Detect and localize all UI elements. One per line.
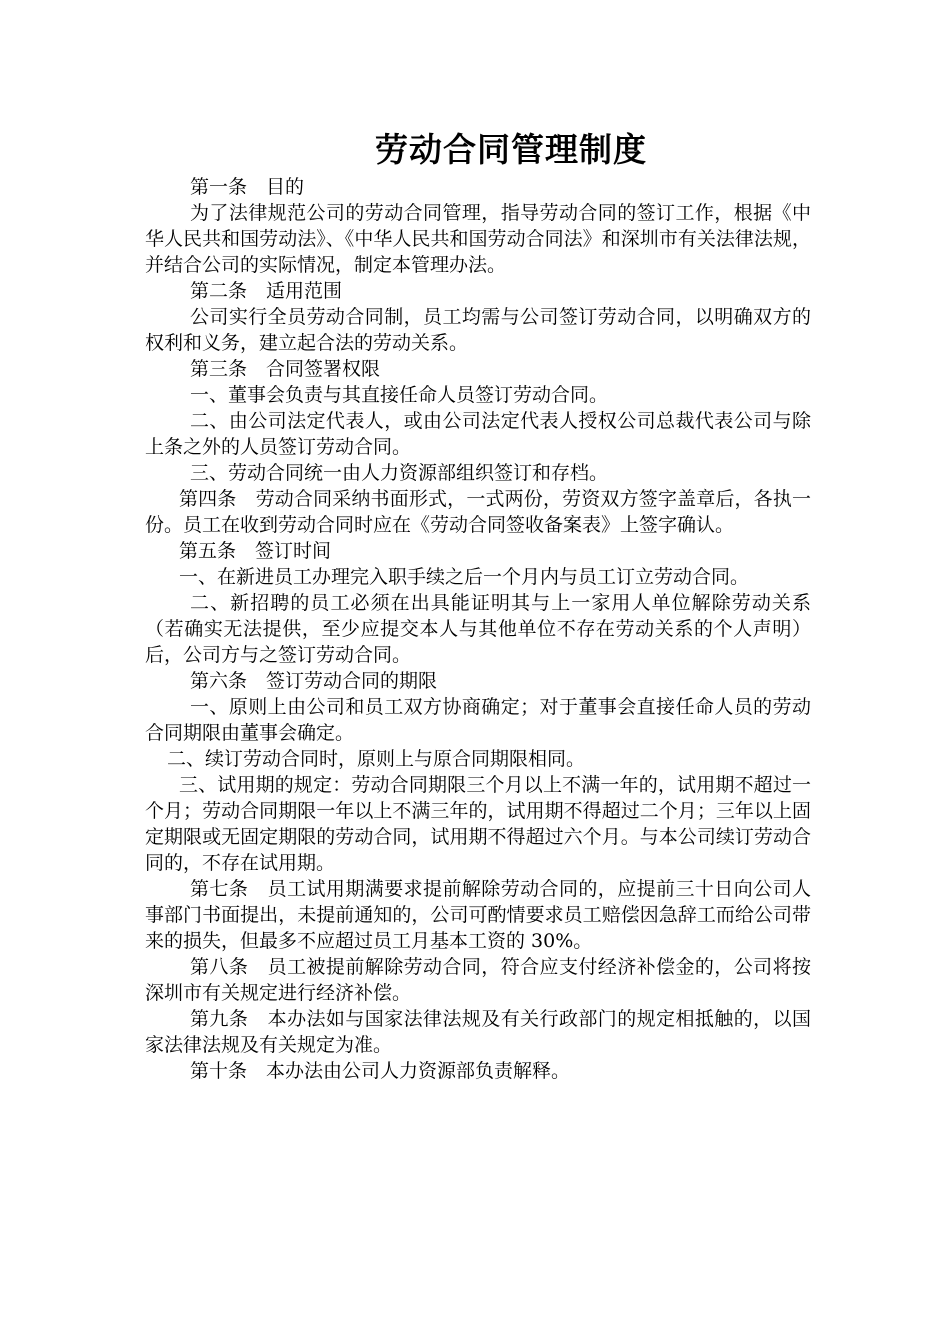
article-4-text: 第四条 劳动合同采纳书面形式，一式两份，劳资双方签字盖章后，各执一份。员工在收到劳动合同时应在《劳动合同签收备案表》上签字确认。 [145, 488, 811, 536]
article-7-text: 第七条 员工试用期满要求提前解除劳动合同的，应提前三十日向公司人事部门书面提出，未提前通知的，公司可酌情要求员工赔偿因急辞工而给公司带来的损失，但最多不应超过员工月基本工资的 30%。 [145, 878, 811, 952]
article-6-item-3: 三、试用期的规定：劳动合同期限三个月以上不满一年的，试用期不超过一个月；劳动合同期限一年以上不满三年的，试用期不得超过二个月；三年以上固定期限或无固定期限的劳动合同，试用期不得超过六个月。与本公司续订劳动合同的，不存在试用期。 [145, 774, 811, 874]
document-title: 劳动合同管理制度 [375, 130, 647, 169]
article-3-item-3: 三、劳动合同统一由人力资源部组织签订和存档。 [190, 462, 609, 484]
article-2-heading: 第二条 适用范围 [190, 280, 343, 302]
article-10-text: 第十条 本办法由公司人力资源部负责解释。 [190, 1060, 571, 1082]
article-3-heading: 第三条 合同签署权限 [190, 358, 381, 380]
article-1-text: 为了法律规范公司的劳动合同管理，指导劳动合同的签订工作，根据《中华人民共和国劳动法》、《中华人民共和国劳动合同法》和深圳市有关法律法规，并结合公司的实际情况，制定本管理办法。 [145, 202, 811, 276]
article-5-heading: 第五条 签订时间 [179, 540, 332, 562]
article-5-item-1: 一、在新进员工办理完入职手续之后一个月内与员工订立劳动合同。 [179, 566, 750, 588]
document-body [145, 174, 811, 1084]
article-9-text: 第九条 本办法如与国家法律法规及有关行政部门的规定相抵触的，以国家法律法规及有关规定为准。 [145, 1008, 811, 1056]
article-1-heading: 第一条 目的 [190, 176, 305, 198]
article-6-item-1: 一、原则上由公司和员工双方协商确定；对于董事会直接任命人员的劳动合同期限由董事会确定。 [145, 696, 811, 744]
article-2-text: 公司实行全员劳动合同制，员工均需与公司签订劳动合同，以明确双方的权利和义务，建立起合法的劳动关系。 [145, 306, 811, 354]
article-5-item-2: 二、新招聘的员工必须在出具能证明其与上一家用人单位解除劳动关系（若确实无法提供，至少应提交本人与其他单位不存在劳动关系的个人声明）后，公司方与之签订劳动合同。 [145, 592, 811, 666]
article-3-item-2: 二、由公司法定代表人，或由公司法定代表人授权公司总裁代表公司与除上条之外的人员签订劳动合同。 [145, 410, 811, 458]
article-8-text: 第八条 员工被提前解除劳动合同，符合应支付经济补偿金的，公司将按深圳市有关规定进行经济补偿。 [145, 956, 811, 1004]
article-3-item-1: 一、董事会负责与其直接任命人员签订劳动合同。 [190, 384, 609, 406]
article-6-item-2: 二、续订劳动合同时，原则上与原合同期限相同。 [167, 748, 586, 770]
article-6-heading: 第六条 签订劳动合同的期限 [190, 670, 438, 692]
